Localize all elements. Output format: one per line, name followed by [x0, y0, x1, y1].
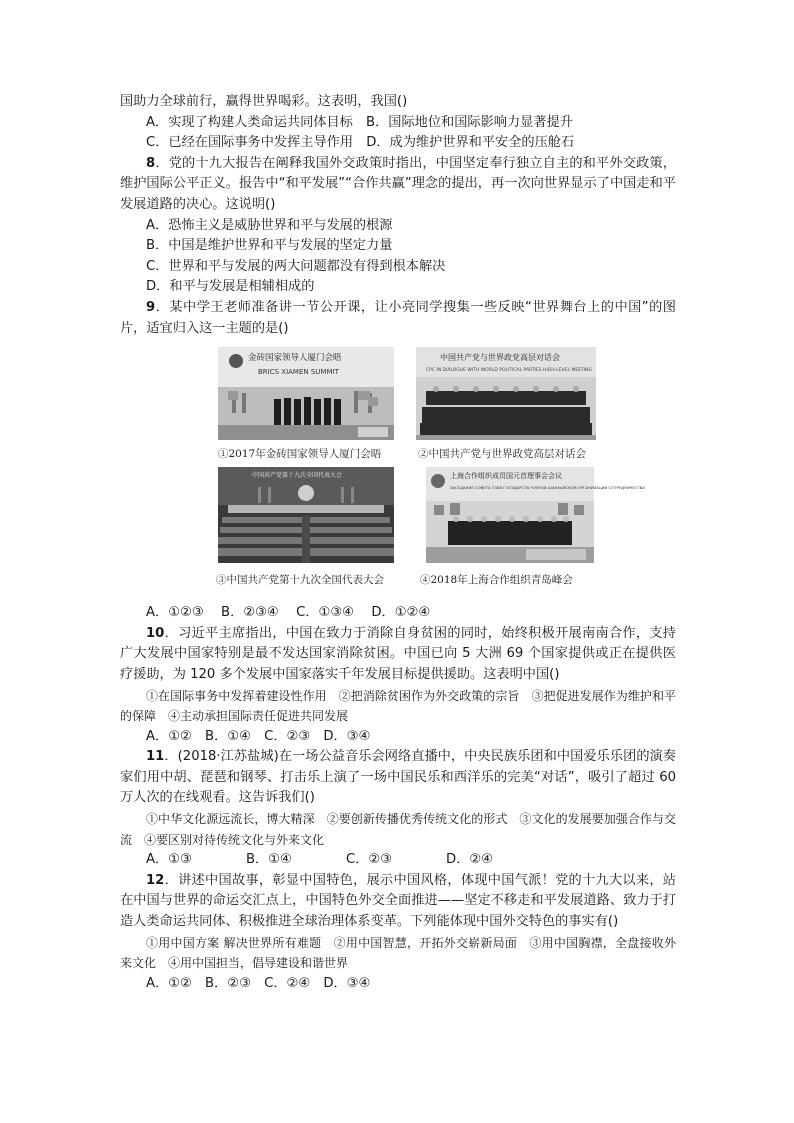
question-9-number: 9: [146, 299, 156, 315]
photo2-banner: 中国共产党与世界政党高层对话会: [440, 353, 560, 363]
question-12-text: ．讲述中国故事，彰显中国特色，展示中国风格，体现中国气派！党的十九大以来，站在中国与世界的命运交汇点上，中国特色外交全面推进——坚定不移走和平发展道路、致力于打造人类命运共同体、积极推进全球治理体系变革。下列能体现中国外交特色的事实有(): [120, 872, 676, 930]
q9-answers: A．①②③ B．②③④ C．①③④ D．①②④: [146, 605, 431, 621]
photo3-caption: ③中国共产党第十九次全国代表大会: [216, 574, 384, 587]
photo-brics-summit: [218, 347, 394, 440]
question-12: [120, 871, 676, 933]
photo1-banner: 金砖国家领导人厦门会晤: [248, 353, 342, 364]
question-8-text: ．党的十九大报告在阐释我国外交政策时指出，中国坚定奉行独立自主的和平外交政策，维护国际公平正义。报告中“和平发展”“合作共赢”理念的提出，再一次向世界显示了中国走和平发展道路的决心。这说明(): [120, 155, 676, 212]
question-9: [120, 298, 676, 339]
question-12-number: 12: [146, 872, 165, 888]
photo4-banner-ru: ЗАСЕДАНИЕ СОВЕТА ГЛАВ ГОСУДАРСТВ-ЧЛЕНОВ ШАНХАЙСКОЙ ОРГАНИЗАЦИИ СОТРУДНИЧЕСТВА: [450, 485, 645, 491]
intro-option-cd: C．已经在国际事务中发挥主导作用 D．成为维护世界和平安全的压舱石: [146, 135, 575, 151]
question-11-number: 11: [146, 749, 165, 765]
q12-answers: A．①② B．②③ C．②④ D．③④: [146, 975, 371, 991]
exam-page: [120, 92, 676, 994]
q11-answer-b: B．①④: [246, 852, 292, 868]
q8-option-d: D．和平与发展是相辅相成的: [146, 279, 315, 295]
photo-sco-qingdao: [426, 467, 645, 563]
intro-option-ab: A．实现了构建人类命运共同体目标 B．国际地位和国际影响力显著提升: [146, 114, 573, 130]
question-10-text: ．习近平主席指出，中国在致力于消除自身贫困的同时，始终积极开展南南合作，支持广大发展中国家特别是最不发达国家消除贫困。中国已向 5 大洲 69 个国家提供或正在提供医疗援助，为 120 多个发展中国家落实千年发展目标提供援助。这表明中国(): [120, 625, 676, 682]
photo-19th-congress: [218, 467, 394, 563]
q8-option-b: B．中国是维护世界和平与发展的坚定力量: [146, 238, 393, 254]
q8-option-a: A．恐怖主义是威胁世界和平与发展的根源: [146, 217, 393, 233]
q12-statements: ①用中国方案 解决世界所有难题 ②用中国智慧，开拓外交崭新局面 ③用中国胸襟，全盘接收外来文化 ④用中国担当，倡导建设和谐世界: [120, 935, 676, 971]
question-11-text: ．(2018·江苏盐城)在一场公益音乐会网络直播中，中央民族乐团和中国爱乐乐团的演奏家们用中胡、琵琶和钢琴、打击乐上演了一场中国民乐和西洋乐的完美“对话”，吸引了超过 60 万人次的在线观看。这告诉我们(): [120, 749, 676, 806]
photo3-banner: 中国共产党第十九次全国代表大会: [252, 472, 343, 480]
q10-answers: A．①② B．①④ C．②③ D．③④: [146, 728, 371, 744]
question-8: [120, 154, 676, 216]
q11-answer-c: C．②③: [346, 852, 393, 868]
photo-grid: [120, 343, 676, 601]
q11-statements: ①中华文化源远流长，博大精深 ②要创新传播优秀传统文化的形式 ③文化的发展要加强合作与交流 ④要区别对待传统文化与外来文化: [120, 812, 676, 847]
question-9-text: ．某中学王老师准备讲一节公开课，让小亮同学搜集一些反映“世界舞台上的中国”的图片，适宜归入这一主题的是(): [120, 299, 676, 336]
photo4-banner: 上海合作组织成员国元首理事会会议: [450, 472, 562, 481]
photo2-caption: ②中国共产党与世界政党高层对话会: [418, 448, 586, 461]
photo2-banner-en: CPC IN DIALOGUE WITH WORLD POLITICAL PARTIES HIGH-LEVEL MEETING: [426, 368, 592, 374]
photo1-banner-en: BRICS XIAMEN SUMMIT: [258, 368, 339, 377]
question-10: [120, 624, 676, 686]
question-10-number: 10: [146, 625, 165, 641]
photo4-caption: ④2018年上海合作组织青岛峰会: [420, 574, 573, 587]
intro-line: 国助力全球前行，赢得世界喝彩。这表明，我国(): [120, 94, 408, 109]
q8-option-c: C．世界和平与发展的两大问题都没有得到根本解决: [146, 258, 446, 274]
question-11: [120, 747, 676, 809]
q10-statements: ①在国际事务中发挥着建设性作用 ②把消除贫困作为外交政策的宗旨 ③把促进发展作为维护和平的保障 ④主动承担国际责任促进共同发展: [120, 688, 676, 724]
photo1-caption: ①2017年金砖国家领导人厦门会晤: [218, 448, 382, 461]
photo-cpc-dialogue: [416, 347, 596, 440]
q11-answer-d: D．②④: [446, 852, 493, 868]
question-8-number: 8: [146, 155, 156, 171]
q11-answers: [120, 850, 676, 871]
q11-answer-a: A．①③: [146, 852, 192, 868]
